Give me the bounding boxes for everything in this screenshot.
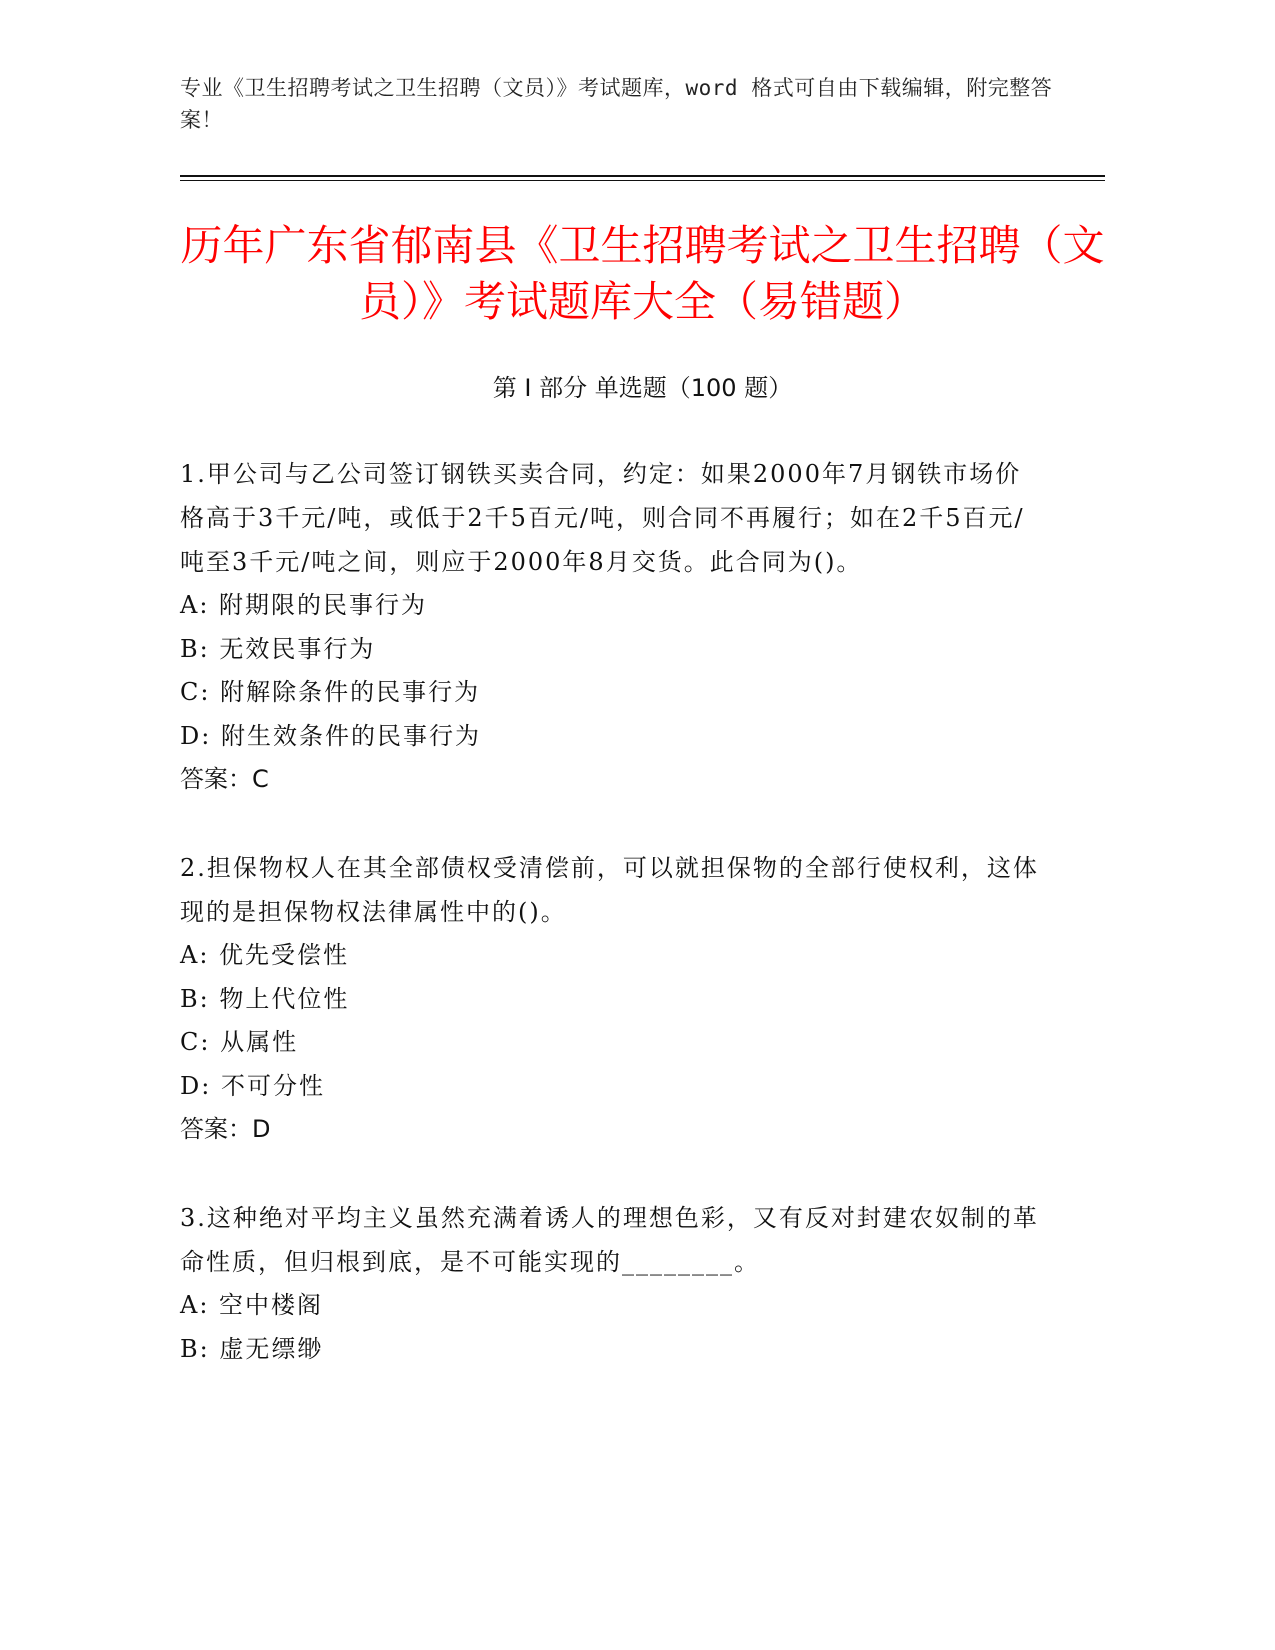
option-a: A: 空中楼阁 <box>180 1291 324 1319</box>
question-stem: 1.甲公司与乙公司签订钢铁买卖合同，约定：如果2000年7月钢铁市场价格高于3千元/吨，或低于2千5百元/吨，则合同不再履行；如在2千5百元/吨至3千元/吨之间，则应于2000年8月交货。此合同为()。 <box>180 460 1025 576</box>
option-b: B: 无效民事行为 <box>180 634 376 663</box>
question-stem: 3.这种绝对平均主义虽然充满着诱人的理想色彩，又有反对封建农奴制的革命性质，但归根到底，是不可能实现的________。 <box>180 1204 1039 1276</box>
option-a: A: 附期限的民事行为 <box>180 591 428 619</box>
option-b: B: 虚无缥缈 <box>180 1334 324 1363</box>
question-2 <box>180 846 1040 1151</box>
option-c: C: 从属性 <box>180 1028 299 1056</box>
question-list <box>180 452 1040 1416</box>
answer-label: 答案：C <box>180 765 269 793</box>
answer-label: 答案：D <box>180 1115 271 1143</box>
header-note: 专业《卫生招聘考试之卫生招聘（文员）》考试题库，word 格式可自由下载编辑，附完整答案！ <box>180 76 1053 132</box>
option-d: D: 附生效条件的民事行为 <box>180 721 481 750</box>
document-title: 历年广东省郁南县《卫生招聘考试之卫生招聘（文员）》考试题库大全（易错题） <box>180 221 1105 326</box>
question-1 <box>180 452 1040 801</box>
header-divider <box>180 175 1105 177</box>
header-divider-thin <box>180 180 1105 181</box>
option-c: C: 附解除条件的民事行为 <box>180 678 481 706</box>
option-a: A: 优先受偿性 <box>180 941 350 969</box>
option-b: B: 物上代位性 <box>180 984 350 1013</box>
option-d: D: 不可分性 <box>180 1071 325 1100</box>
question-3 <box>180 1196 1040 1371</box>
section-heading: 第 I 部分 单选题（100 题） <box>492 374 793 402</box>
question-stem: 2.担保物权人在其全部债权受清偿前，可以就担保物的全部行使权利，这体现的是担保物权法律属性中的()。 <box>180 854 1039 926</box>
